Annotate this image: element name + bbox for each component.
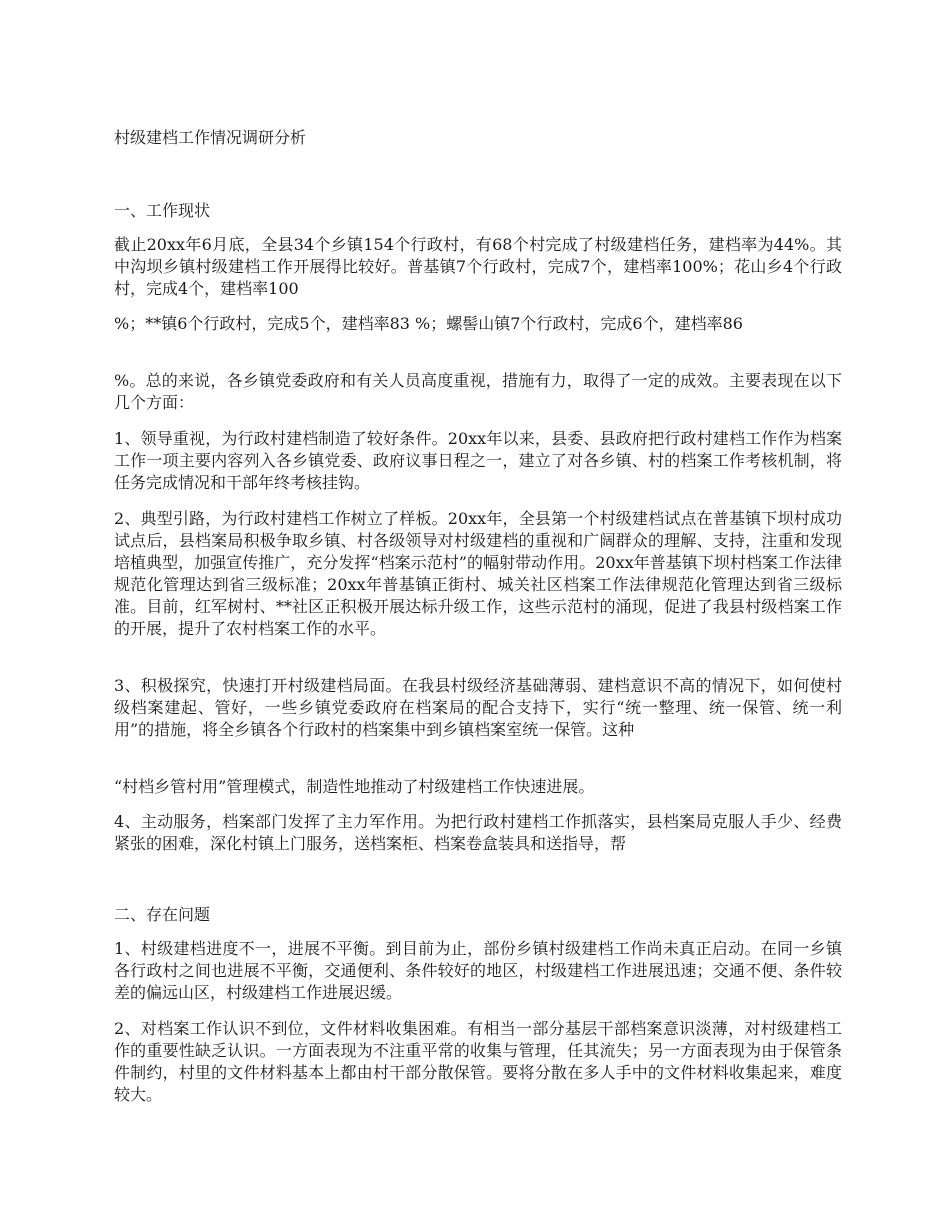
paragraph: 4、主动服务，档案部门发挥了主力军作用。为把行政村建档工作抓落实，县档案局克服人手少、经费紧张的困难，深化村镇上门服务，送档案柜、档案卷盒装具和送指导，帮 [114, 812, 842, 853]
paragraph: 1、村级建档进度不一，进展不平衡。到目前为止，部份乡镇村级建档工作尚未真正启动。在同一乡镇各行政村之间也进展不平衡，交通便利、条件较好的地区，村级建档工作进展迅速；交通不便、条件较差的偏远山区，村级建档工作进展迟缓。 [114, 939, 842, 1002]
section-heading-existing-problems: 二、存在问题 [114, 905, 211, 924]
paragraph: 1、领导重视，为行政村建档制造了较好条件。20xx年以来，县委、县政府把行政村建档工作作为档案工作一项主要内容列入各乡镇党委、政府议事日程之一，建立了对各乡镇、村的档案工作考核机制，将任务完成情况和干部年终考核挂钩。 [114, 429, 842, 492]
paragraph: “村档乡管村用”管理模式，制造性地推动了村级建档工作快速进展。 [114, 777, 595, 796]
paragraph: %。总的来说，各乡镇党委政府和有关人员高度重视，措施有力，取得了一定的成效。主要表现在以下几个方面： [114, 371, 842, 412]
paragraph: 截止20xx年6月底，全县34个乡镇154个行政村，有68个村完成了村级建档任务，建档率为44%。其中沟坝乡镇村级建档工作开展得比较好。普基镇7个行政村，完成7个，建档率100%；花山乡4个行政村，完成4个，建档率100 [114, 235, 842, 298]
section-heading-current-status: 一、工作现状 [114, 201, 211, 220]
document-title: 村级建档工作情况调研分析 [114, 128, 307, 147]
paragraph: %；**镇6个行政村，完成5个，建档率83 %；螺髻山镇7个行政村，完成6个，建档率86 [114, 314, 743, 333]
paragraph: 2、典型引路，为行政村建档工作树立了样板。20xx年，全县第一个村级建档试点在普基镇下坝村成功试点后，县档案局积极争取乡镇、村各级领导对村级建档的重视和广阔群众的理解、支持，注重和发现培植典型，加强宣传推广，充分发挥“档案示范村”的幅射带动作用。20xx年普基镇下坝村档案工作法律规范化管理达到省三级标准；20xx年普基镇正街村、城关社区档案工作法律规范化管理达到省三级标准。目前，红军树村、**社区正积极开展达标升级工作，这些示范村的涌现，促进了我县村级档案工作的开展，提升了农村档案工作的水平。 [114, 509, 842, 638]
paragraph: 3、积极探究，快速打开村级建档局面。在我县村级经济基础薄弱、建档意识不高的情况下，如何使村级档案建起、管好，一些乡镇党委政府在档案局的配合支持下，实行“统一整理、统一保管、统一利用”的措施，将全乡镇各个行政村的档案集中到乡镇档案室统一保管。这种 [114, 676, 842, 739]
paragraph: 2、对档案工作认识不到位，文件材料收集困难。有相当一部分基层干部档案意识淡薄，对村级建档工作的重要性缺乏认识。一方面表现为不注重平常的收集与管理，任其流失；另一方面表现为由于保管条件制约，村里的文件材料基本上都由村干部分散保管。要将分散在多人手中的文件材料收集起来，难度较大。 [114, 1019, 842, 1104]
